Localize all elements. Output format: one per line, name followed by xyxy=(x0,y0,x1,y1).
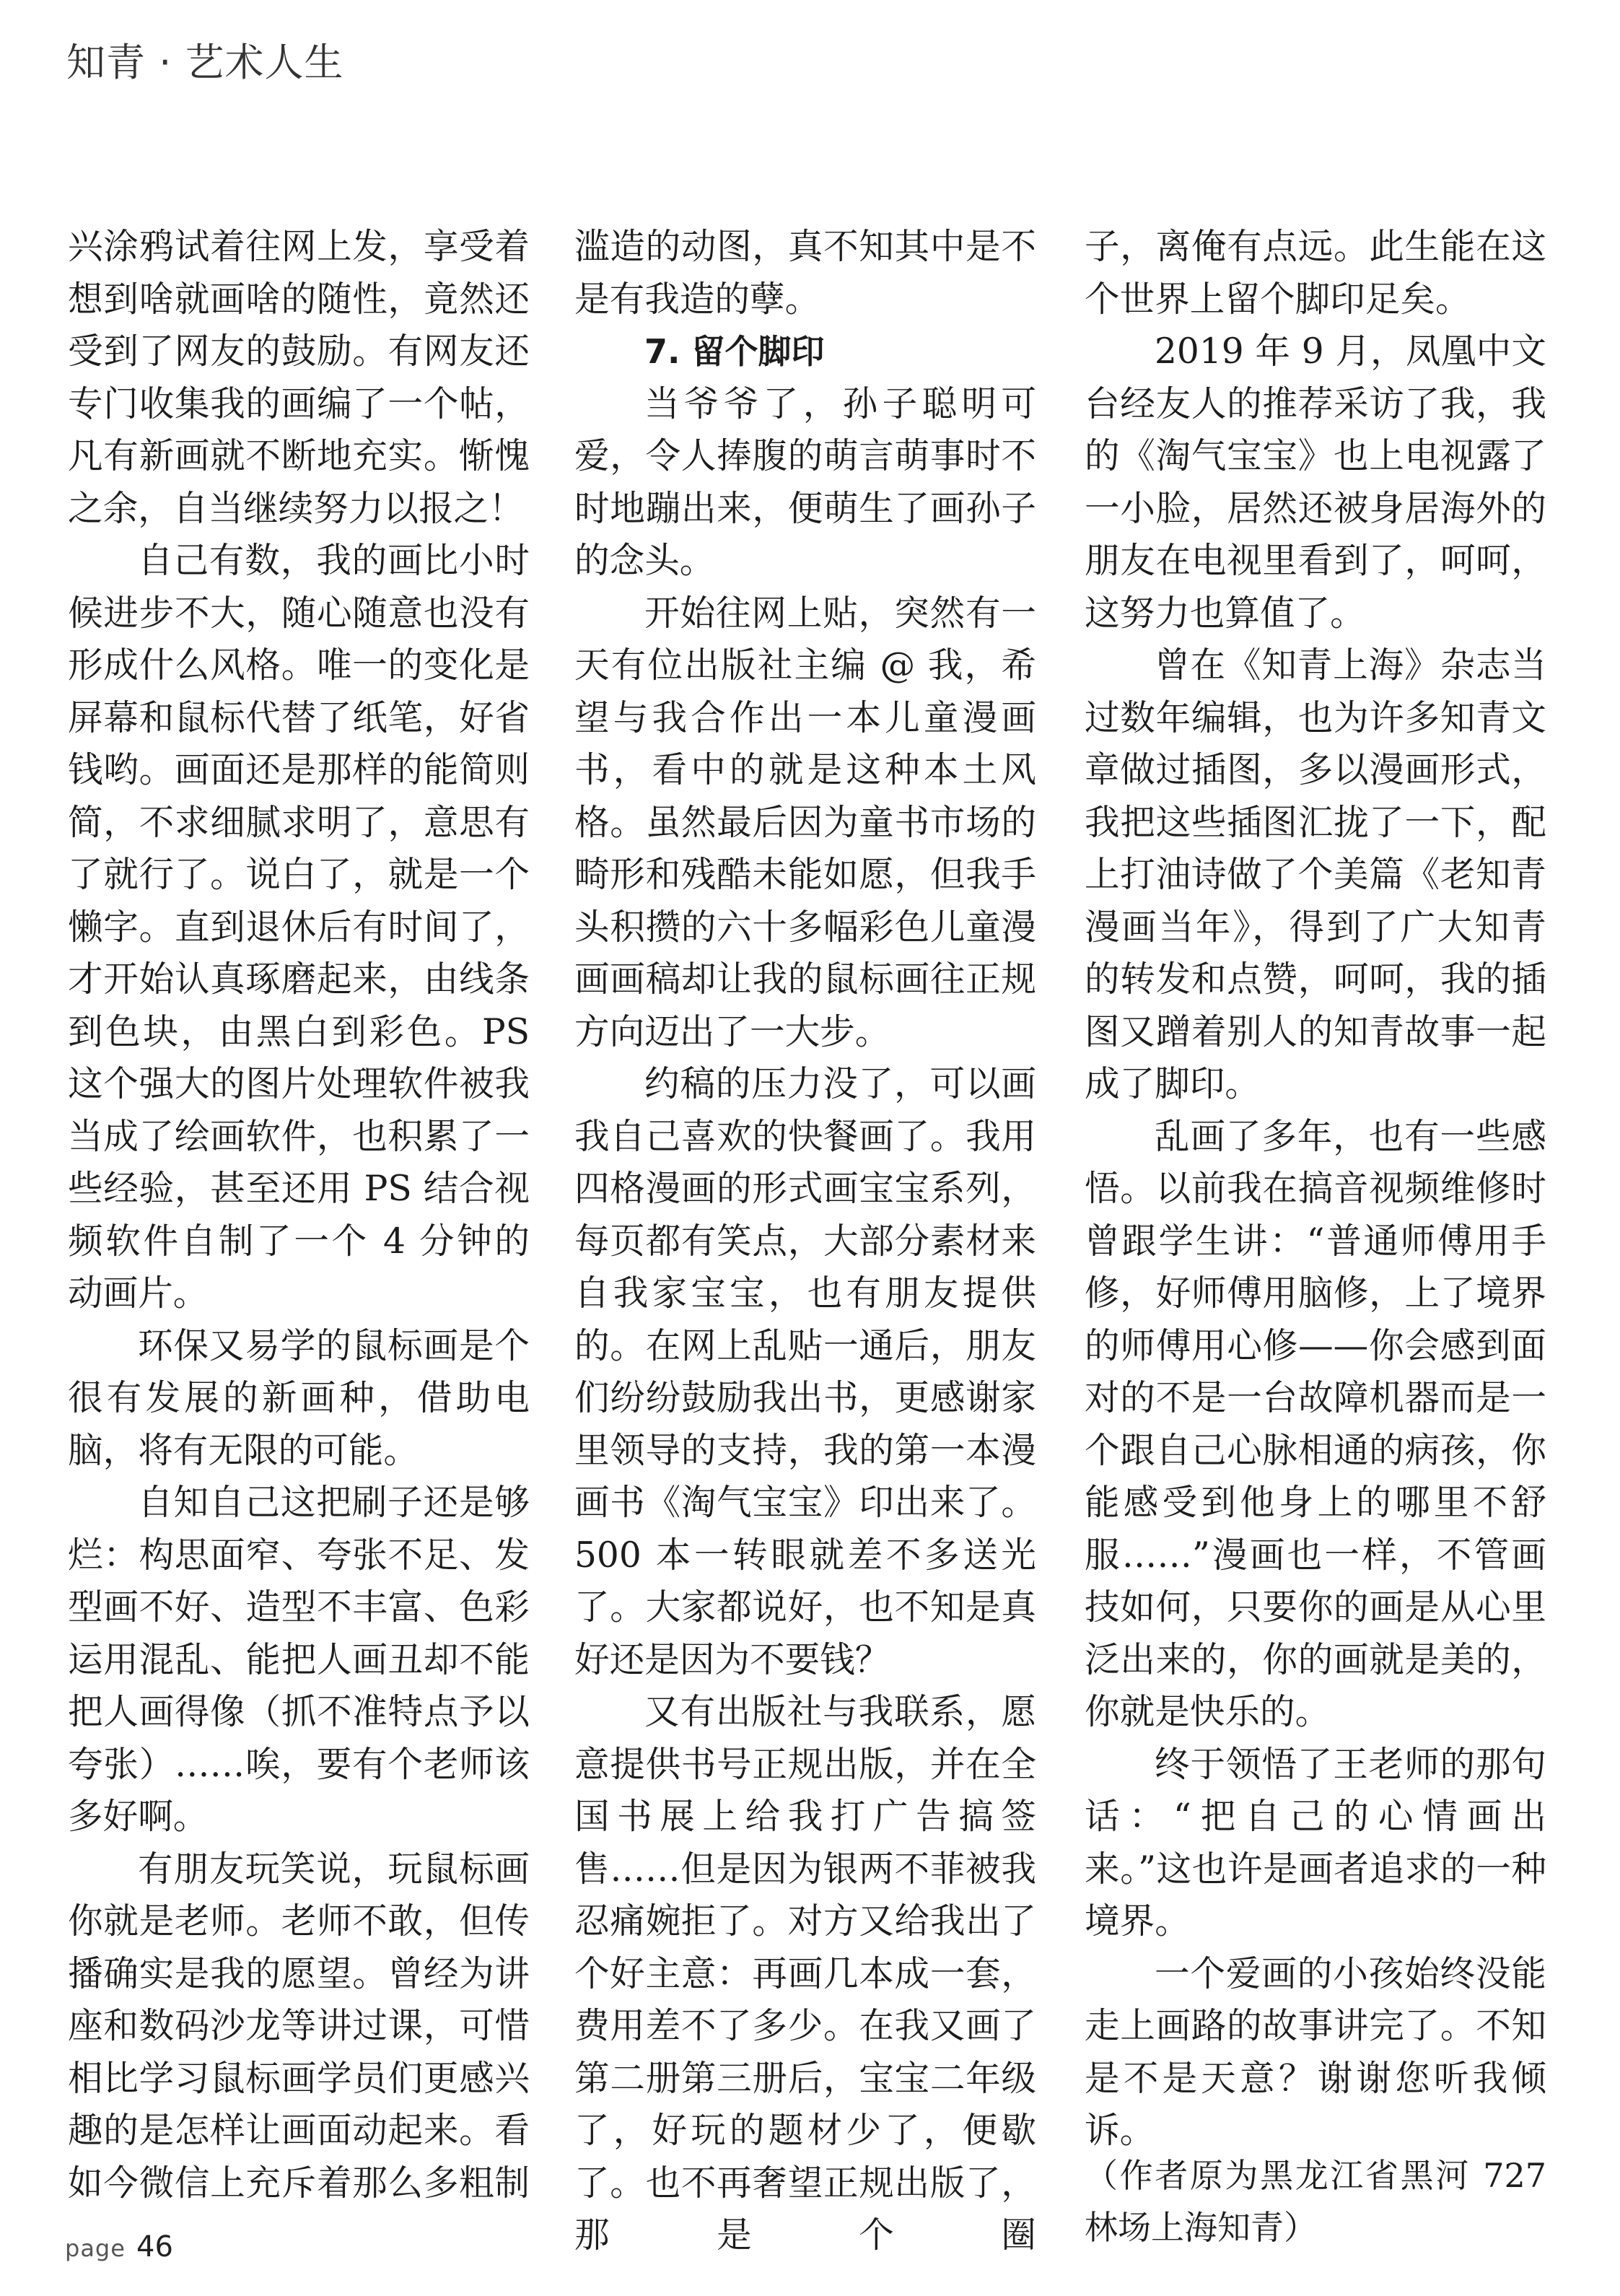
page-label: page xyxy=(65,2235,126,2262)
paragraph: 滥造的动图，真不知其中是不是有我造的孽。 xyxy=(574,227,1036,320)
section-heading: 7. 留个脚印 xyxy=(644,332,825,371)
paragraph: 约稿的压力没了，可以画我自己喜欢的快餐画了。我用四格漫画的形式画宝宝系列，每页都有笑点，大部分素材来自我家宝宝，也有朋友提供的。在网上乱贴一通后，朋友们纷纷鼓励我出书，更感谢家里领导的支持，我的第一本漫画书《淘气宝宝》印出来了。500 本一转眼就差不多送光了。大家都说好，也不知是真好还是因为不要钱？ xyxy=(574,1064,1036,1680)
paragraph: 环保又易学的鼠标画是个很有发展的新画种，借助电脑，将有无限的可能。 xyxy=(68,1325,530,1471)
page-number: 46 xyxy=(136,2230,173,2264)
paragraph: 又有出版社与我联系，愿意提供书号正规出版，并在全国书展上给我打广告搞签售……但是因为银两不菲被我忍痛婉拒了。对方又给我出了个好主意：再画几本成一套，费用差不了多少。在我又画了第二册第三册后，宝宝二年级了，好玩的题材少了，便歇了。也不再奢望正规出版了，那是个圈 xyxy=(574,1692,1036,2256)
paragraph: 自知自己这把刷子还是够烂：构思面窄、夸张不足、发型画不好、造型不丰富、色彩运用混乱、能把人画丑却不能把人画得像（抓不准特点予以夸张）……唉，要有个老师该多好啊。 xyxy=(68,1483,530,1837)
paragraph: 一个爱画的小孩始终没能走上画路的故事讲完了。不知是不是天意？谢谢您听我倾诉。 xyxy=(1085,1953,1546,2151)
paragraph: 终于领悟了王老师的那句话：“把自己的心情画出来。”这也许是画者追求的一种境界。 xyxy=(1085,1744,1546,1942)
paragraph: 有朋友玩笑说，玩鼠标画你就是老师。老师不敢，但传播确实是我的愿望。曾经为讲座和数码沙龙等讲过课，可惜相比学习鼠标画学员们更感兴趣的是怎样让画面动起来。看如今微信上充斥着那么多粗制 xyxy=(68,1848,530,2204)
text-column-2 xyxy=(574,221,1036,2262)
section-header: 知青 · 艺术人生 xyxy=(66,40,344,85)
paragraph: 当爷爷了，孙子聪明可爱，令人捧腹的萌言萌事时不时地蹦出来，便萌生了画孙子的念头。 xyxy=(574,383,1036,581)
paragraph: 乱画了多年，也有一些感悟。以前我在搞音视频维修时曾跟学生讲：“普通师傅用手修，好师傅用脑修，上了境界的师傅用心修——你会感到面对的不是一台故障机器而是一个跟自己心脉相通的病孩，你能感受到他身上的哪里不舒服……”漫画也一样，不管画技如何，只要你的画是从心里泛出来的，你的画就是美的，你就是快乐的。 xyxy=(1085,1116,1546,1732)
paragraph: 自己有数，我的画比小时候进步不大，随心随意也没有形成什么风格。唯一的变化是屏幕和鼠标代替了纸笔，好省钱哟。画面还是那样的能简则简，不求细腻求明了，意思有了就行了。说白了，就是一个懒字。直到退休后有时间了，才开始认真琢磨起来，由线条到色块，由黑白到彩色。PS 这个强大的图片处理软件被我当成了绘画软件，也积累了一些经验，甚至还用 PS 结合视频软件自制了一个 4 分钟的动画片。 xyxy=(68,541,530,1314)
text-column-1 xyxy=(68,221,530,2209)
page-footer xyxy=(65,2230,173,2264)
text-column-3 xyxy=(1085,221,1546,2157)
paragraph: 曾在《知青上海》杂志当过数年编辑，也为许多知青文章做过插图，多以漫画形式，我把这些插图汇拢了一下，配上打油诗做了个美篇《老知青漫画当年》，得到了广大知青的转发和点赞，呵呵，我的插图又蹭着别人的知青故事一起成了脚印。 xyxy=(1085,645,1546,1104)
paragraph: 2019 年 9 月，凤凰中文台经友人的推荐采访了我，我的《淘气宝宝》也上电视露了一小脸，居然还被身居海外的朋友在电视里看到了，呵呵，这努力也算值了。 xyxy=(1085,331,1546,634)
paragraph: 子，离俺有点远。此生能在这个世界上留个脚印足矣。 xyxy=(1085,227,1546,320)
paragraph: 兴涂鸦试着往网上发，享受着想到啥就画啥的随性，竟然还受到了网友的鼓励。有网友还专门收集我的画编了一个帖，凡有新画就不断地充实。惭愧之余，自当继续努力以报之！ xyxy=(68,227,530,529)
paragraph: 开始往网上贴，突然有一天有位出版社主编 @ 我，希望与我合作出一本儿童漫画书，看中的就是这种本土风格。虽然最后因为童书市场的畸形和残酷未能如愿，但我手头积攒的六十多幅彩色儿童漫画画稿却让我的鼠标画往正规方向迈出了一大步。 xyxy=(574,593,1036,1052)
author-note: （作者原为黑龙江省黑河 727 林场上海知青） xyxy=(1085,2156,1546,2247)
